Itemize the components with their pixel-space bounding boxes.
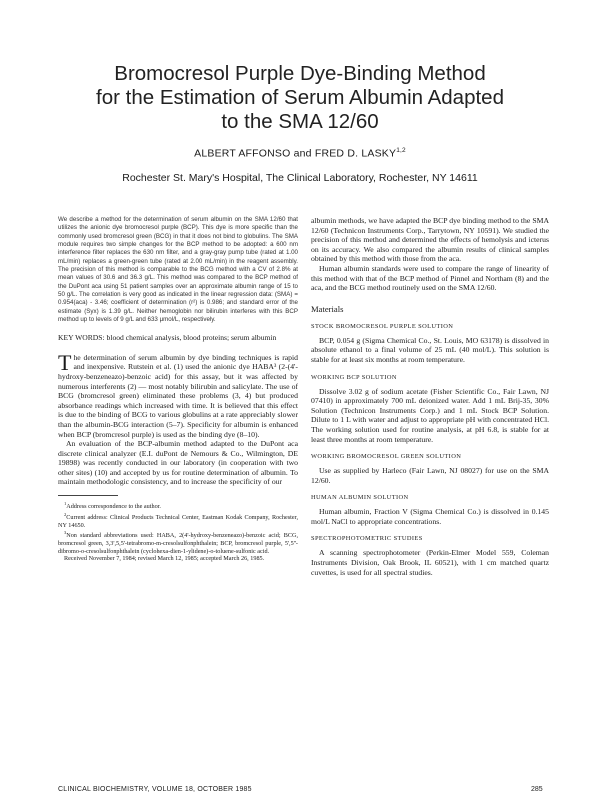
affiliation: Rochester St. Mary's Hospital, The Clinical Laboratory, Rochester, NY 14611: [122, 172, 478, 184]
article-title: [40, 62, 560, 134]
footnote-text: Non standard abbreviations used: HABA, 2(4'-hydroxy-benzeneazo)-benzoic acid; BCG, bromcresol green, 3,3',5,5'-tetrabromo-m-cresolsulfonphthalein; BCP, bromcresol purple, 5',5''-dibromo-o-cresolsulfonphthalein (cyclohexa-dien-1-ylidene)-o-toluene-sulfonic acid.: [58, 532, 298, 555]
materials-heading: Materials: [311, 303, 344, 314]
footnote-mark: 1: [64, 501, 67, 507]
keywords-text: blood chemical analysis, blood proteins; serum albumin: [106, 333, 277, 343]
footnote-text: Current address: Clinical Products Technical Center, Eastman Kodak Company, Rochester, NY 14650.: [58, 513, 298, 529]
drop-cap: T: [58, 349, 72, 375]
body-paragraph: albumin methods, we have adapted the BCP dye binding method to the SMA 12/60 (Technicon Instruments Corp., Tarrytown, NY 10591). We studied the precision of this method and determined the effects of hemolysis and icterus on its accuracy. We also compared the albumin results of clinical samples obtained by this method with those from the aca.: [311, 216, 549, 264]
footnote-divider: [58, 495, 118, 496]
intro-paragraph: [58, 349, 298, 439]
footnote-2: [58, 511, 298, 529]
working-bcg-text: Use as supplied by Harleco (Fair Lawn, NJ 08027) for use on the SMA 12/60.: [311, 466, 549, 485]
footnote-text: Address correspondence to the author.: [66, 503, 161, 511]
footnote-1: [58, 500, 298, 511]
page-number: 285: [531, 786, 543, 793]
title-line: for the Estimation of Serum Albumin Adapted: [96, 86, 504, 109]
author-names: ALBERT AFFONSO and FRED D. LASKY: [194, 147, 397, 160]
spectro-heading: SPECTROPHOTOMETRIC STUDIES: [311, 535, 423, 543]
human-albumin-text: Human albumin, Fraction V (Sigma Chemical Co.) is dissolved in 0.145 mol/L NaCl to appropriate concentrations.: [311, 507, 549, 526]
authors: [40, 147, 560, 160]
abstract: We describe a method for the determination of serum albumin on the SMA 12/60 that utilizes the anionic dye bromocresol purple (BCP). This dye is more specific than the commonly used bromcresol green (BCG) in that it does not bind to globulins. The SMA module requires two simple changes for the BCP method to be adopted: a 600 nm interference filter replaces the 630 nm filter, and a gray-gray pump tube (rated at 1.00 mL/min) replaces a green-green tube (rated at 2.00 mL/min) in the reagent assembly. The precision of this method is comparable to the BCG method with a CV of 2.8% at mean values of 30.6 and 36.3 g/L. This method was compared to the BCP method of the DuPont aca using 51 patient samples over an approximate albumin range of 15 to 50 g/L. The correlation is very good as indicated in the linear regression data: (SMA) = 0.954(aca) - 3.46; coefficient of determination (r²) is 0.986; and standard error of the estimate (Syx) is 1.39 g/L. Neither hemoglobin nor bilirubin interferes with this BCP method up to levels of 9 g/L and 633 μmol/L, respectively.: [58, 216, 298, 324]
author-superscript: 1,2: [396, 147, 406, 154]
footnote-3: [58, 529, 298, 555]
stock-bcp-heading: STOCK BROMOCRESOL PURPLE SOLUTION: [311, 322, 454, 330]
working-bcp-text: Dissolve 3.02 g of sodium acetate (Fisher Scientific Co., Fair Lawn, NJ 07410) in approximately 700 mL deionized water. Add 1 mL Brij-35, 30% Solution (Technicon Instruments Corp.) and 1 mL Stock BCP Solution. Dilute to 1 L with water and adjust to appropriate pH with concentrated HCl. The working solution used for routine analysis, at pH 6.8, is stable for at least three months at room temperature.: [311, 386, 549, 444]
body-paragraph: An evaluation of the BCP-albumin method adapted to the DuPont aca discrete clinical analyzer (E.I. duPont de Nemours & Co., Wilmington, DE 19898) was recently conducted in our laboratory (in cooperation with two other sites) (10) and accepted by us for routine determination of albumin. To maintain methodologic consistency, and to increase the specificity of our: [58, 439, 298, 487]
title-line: Bromocresol Purple Dye-Binding Method: [114, 62, 486, 85]
working-bcg-heading: WORKING BROMOCRESOL GREEN SOLUTION: [311, 453, 462, 461]
footnote-mark: 3: [64, 530, 67, 536]
right-column: [311, 216, 549, 577]
title-line: to the SMA 12/60: [221, 110, 379, 133]
human-albumin-heading: HUMAN ALBUMIN SOLUTION: [311, 494, 409, 502]
received-dates: Received November 7, 1984; revised March 12, 1985; accepted March 26, 1985.: [64, 555, 265, 563]
footnote-mark: 2: [64, 511, 67, 517]
body-paragraph: Human albumin standards were used to compare the range of linearity of this method with that of the BCP method of Pinnel and Northam (8) and the aca, and the BCG method routinely used on the SMA 12/60.: [311, 263, 549, 293]
stock-bcp-text: BCP, 0.054 g (Sigma Chemical Co., St. Louis, MO 63178) is dissolved in absolute ethanol to a final volume of 25 mL (40 mol/L). This solution is stable for at least six months at room temperature.: [311, 335, 549, 364]
working-bcp-heading: WORKING BCP SOLUTION: [311, 373, 397, 381]
intro-text: he determination of serum albumin by dye binding techniques is rapid and inexpensive. Rutstein et al. (1) used the anionic dye HABA³ (2-(4'-hydroxy-benzeneazo)-benzoic acid) for this assay, but it was affected by numerous interferents (2) — most notably bilirubin and salicylate. The use of BCG (bromcresol green) eliminated these problems (3, 4) but produced absorbance readings which increased with time. It is believed that this effect is due to the binding of BCG to various globulins at a rate appreciably slower than the albumin-BCG interaction (5–7). Specificity for albumin is enhanced when BCP (bromcresol purple) is used as the binding dye (8–10).: [58, 352, 298, 439]
journal-footer: CLINICAL BIOCHEMISTRY, VOLUME 18, OCTOBER 1985: [58, 786, 252, 793]
left-column: [58, 216, 298, 563]
keywords-label: KEY WORDS:: [58, 333, 105, 343]
spectro-text: A scanning spectrophotometer (Perkin-Elmer Model 559, Coleman Instruments Division, Oak Brook, IL 60521), with 1 cm matched quartz cuvettes, is used for all spectral studies.: [311, 548, 549, 577]
keywords: [58, 333, 298, 342]
